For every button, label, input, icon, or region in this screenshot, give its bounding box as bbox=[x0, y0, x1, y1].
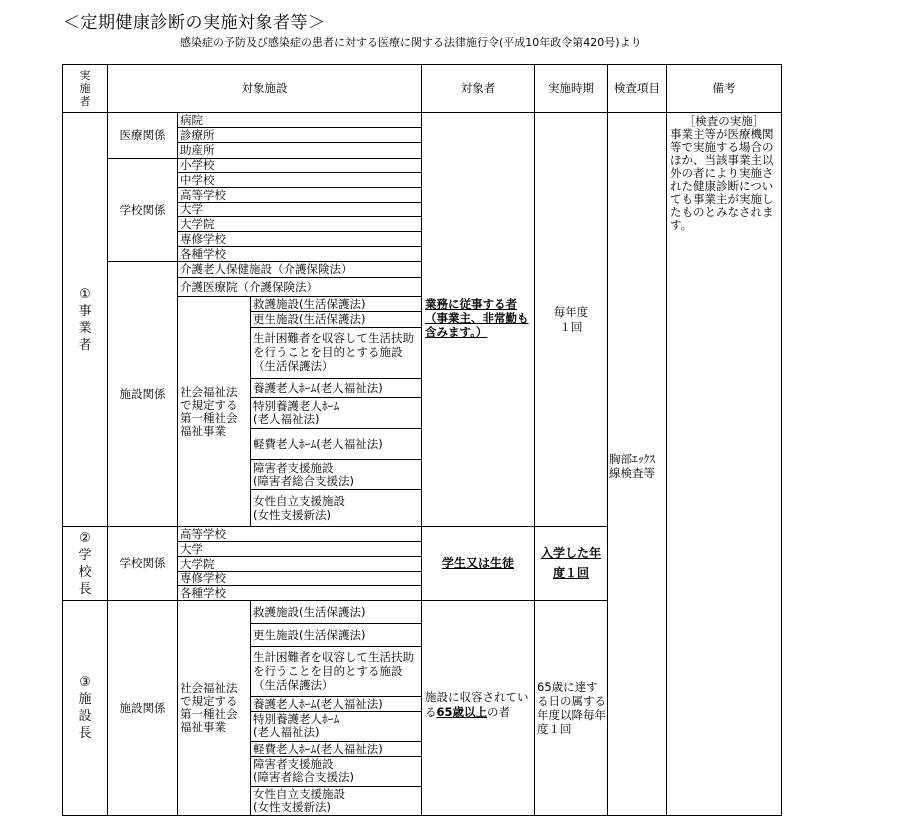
list-item: 更生施設(生活保護法) bbox=[253, 312, 366, 326]
welfare-category: 社会福祉法 で規定する 第一種社会 福祉事業 bbox=[180, 384, 238, 438]
category-school: 学校関係 bbox=[119, 202, 166, 217]
category-school-2: 学校関係 bbox=[119, 556, 166, 570]
list-item: 障害者支援施設 (障害者総合支援法) bbox=[253, 757, 354, 784]
target-employer: 業務に従事する者（事業主、非常勤も含みます。） bbox=[425, 297, 529, 339]
list-item: 介護老人保健施設（介護保険法） bbox=[180, 262, 353, 276]
list-item: 診療所 bbox=[180, 128, 215, 142]
target-school: 学生又は生徒 bbox=[441, 556, 514, 570]
page-title: ＜定期健康診断の実施対象者等＞ bbox=[63, 13, 326, 33]
list-item: 軽費老人ﾎｰﾑ(老人福祉法) bbox=[253, 436, 383, 451]
welfare-category-3: 社会福祉法 で規定する 第一種社会 福祉事業 bbox=[180, 681, 238, 734]
target-facility-pre: 施設に収容されている bbox=[425, 690, 529, 719]
category-facility-3: 施設関係 bbox=[119, 700, 166, 715]
list-item: 助産所 bbox=[180, 143, 215, 157]
list-item: 生計困難者を収容して生活扶助を行うことを目的とする施設（生活保護法） bbox=[253, 650, 414, 692]
implementer-school-head: ② 学 校 長 bbox=[78, 530, 92, 597]
list-item: 女性自立支援施設 (女性支援新法) bbox=[253, 787, 345, 814]
category-medical: 医療関係 bbox=[119, 128, 166, 142]
target-facility bbox=[423, 690, 533, 730]
list-item: 軽費老人ﾎｰﾑ(老人福祉法) bbox=[253, 742, 383, 756]
list-item: 特別養護老人ﾎｰﾑ (老人福祉法) bbox=[253, 399, 340, 426]
list-item: 更生施設(生活保護法) bbox=[253, 627, 366, 642]
list-item: 養護老人ﾎｰﾑ(老人福祉法) bbox=[253, 697, 383, 711]
timing-facility: 65歳に達する日の属する年度以降毎年度１回 bbox=[537, 680, 606, 736]
list-item: 救護施設(生活保護法) bbox=[253, 604, 366, 619]
list-item: 大学院 bbox=[180, 557, 215, 571]
header-target: 対象者 bbox=[460, 81, 496, 95]
list-item: 専修学校 bbox=[180, 572, 226, 585]
list-item: 特別養護老人ﾎｰﾑ (老人福祉法) bbox=[253, 712, 340, 739]
list-item: 養護老人ﾎｰﾑ(老人福祉法) bbox=[253, 380, 383, 395]
timing-school: 入学した年度１回 bbox=[540, 546, 601, 580]
remarks-body: 事業主等が医療機関等で実施する場合のほか、当該事業主以外の者により実施された健康診断についても事業主が実施したものとみなされます。 bbox=[670, 127, 774, 232]
remarks-heading: ［検査の実施］ bbox=[683, 114, 765, 128]
header-implementer: 実 施 者 bbox=[79, 69, 91, 108]
implementer-employer: ① 事 業 者 bbox=[78, 286, 92, 353]
target-facility-age: 65歳以上 bbox=[436, 705, 488, 719]
timing-employer: 毎年度 １回 bbox=[553, 305, 589, 334]
implementer-facility-head: ③ 施 設 長 bbox=[78, 675, 92, 741]
list-item: 救護施設(生活保護法) bbox=[253, 297, 366, 311]
header-facility: 対象施設 bbox=[241, 81, 288, 95]
list-item: 女性自立支援施設 (女性支援新法) bbox=[253, 494, 345, 522]
list-item: 障害者支援施設 (障害者総合支援法) bbox=[253, 461, 354, 488]
list-item: 高等学校 bbox=[180, 527, 226, 541]
remarks-note bbox=[667, 113, 781, 263]
list-item: 大学 bbox=[180, 542, 203, 556]
list-item: 各種学校 bbox=[180, 247, 226, 261]
list-item: 中学校 bbox=[180, 173, 215, 187]
list-item: 大学 bbox=[180, 203, 203, 216]
list-item: 生計困難者を収容して生活扶助を行うことを目的とする施設（生活保護法） bbox=[253, 331, 414, 373]
header-timing: 実施時期 bbox=[548, 81, 594, 95]
list-item: 大学院 bbox=[180, 217, 215, 231]
page-subtitle: 感染症の予防及び感染症の患者に対する医療に関する法律施行令(平成10年政令第420号)より bbox=[180, 36, 642, 49]
category-facility: 施設関係 bbox=[119, 386, 166, 401]
target-facility-post: の者 bbox=[487, 705, 511, 719]
list-item: 介護医療院（介護保険法） bbox=[180, 279, 318, 294]
list-item: 小学校 bbox=[180, 159, 215, 172]
header-remarks: 備考 bbox=[712, 81, 736, 95]
header-items: 検査項目 bbox=[614, 81, 660, 95]
list-item: 各種学校 bbox=[180, 586, 226, 600]
exam-item: 胸部ｴｯｸｽ線検査等 bbox=[609, 452, 655, 480]
list-item: 高等学校 bbox=[180, 188, 226, 202]
list-item: 病院 bbox=[180, 113, 203, 127]
list-item: 専修学校 bbox=[180, 232, 226, 246]
